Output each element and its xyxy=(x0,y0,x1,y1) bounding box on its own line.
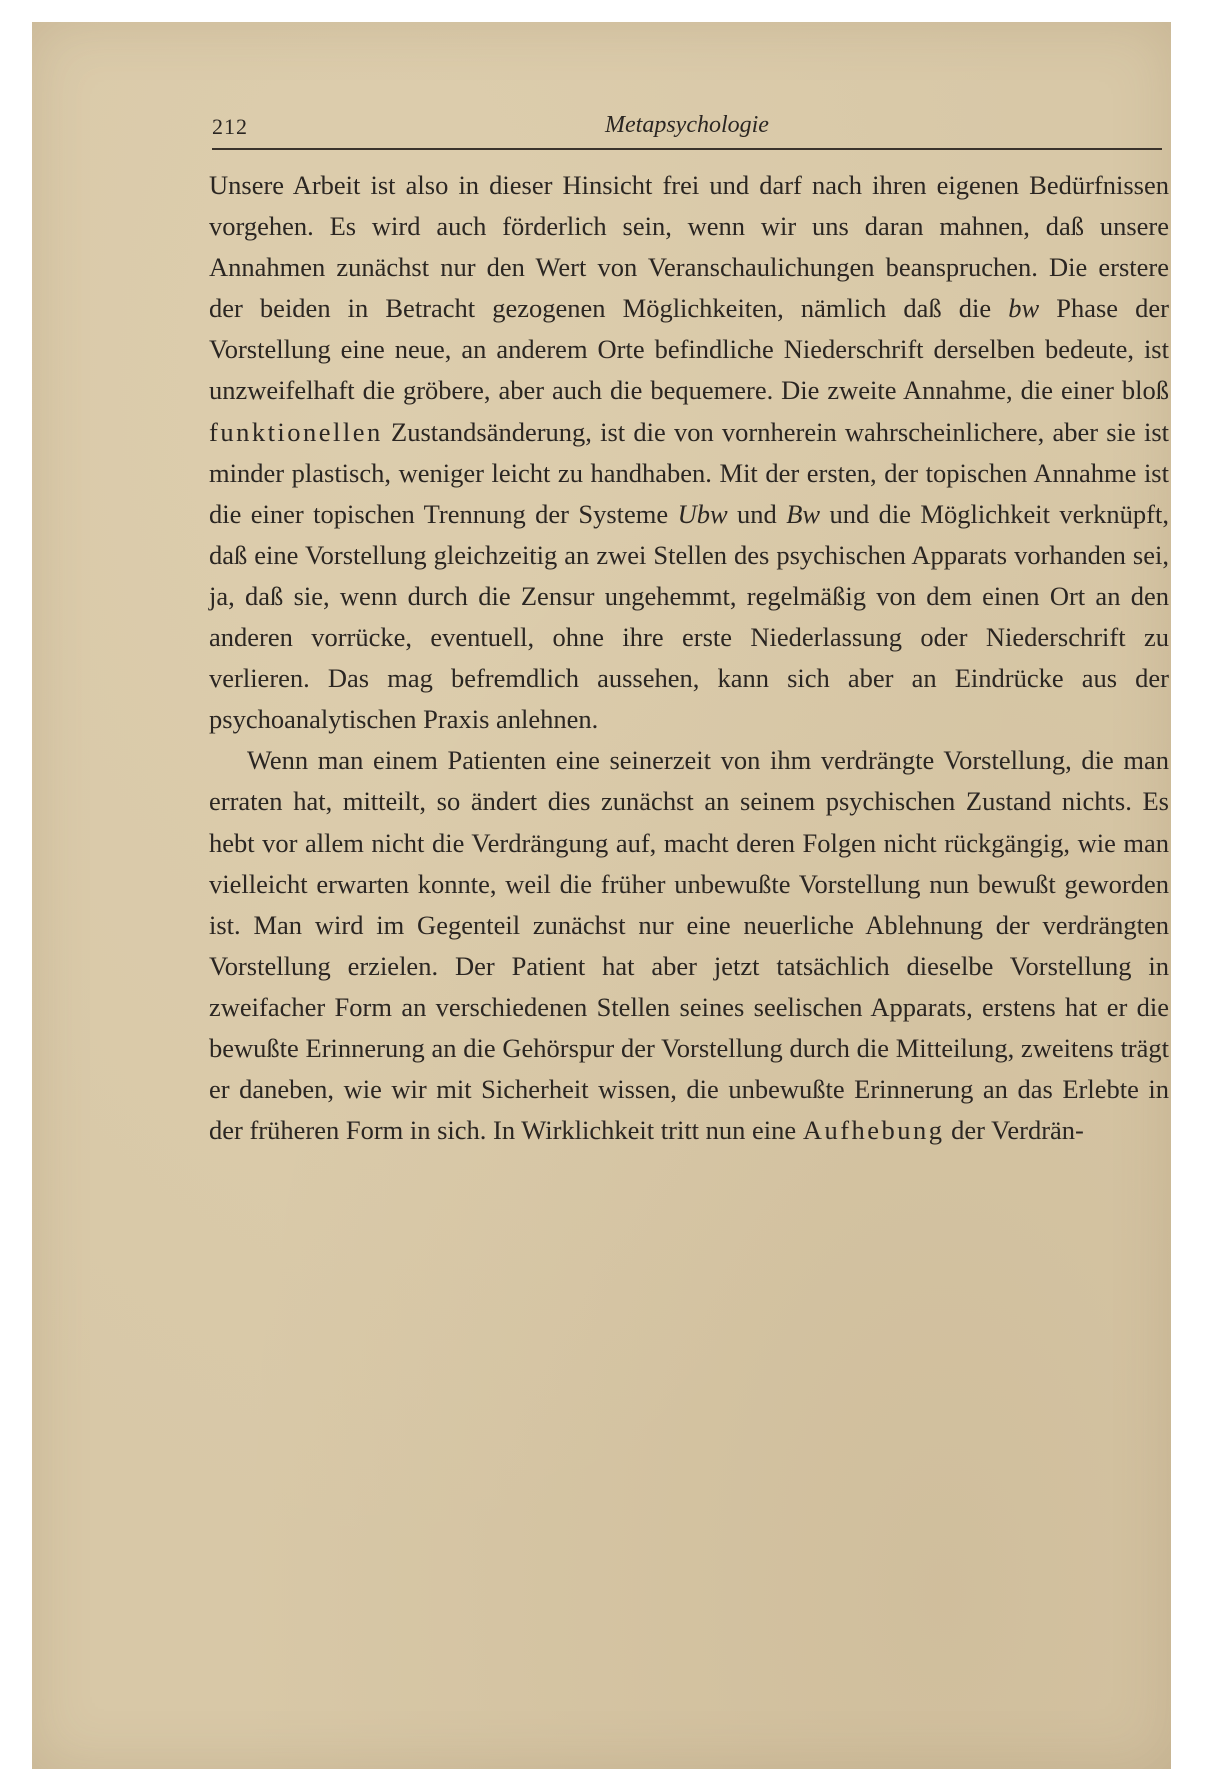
paragraph-2 xyxy=(209,740,1169,1151)
body-text xyxy=(209,165,1169,1151)
paragraph-1 xyxy=(209,165,1169,740)
text-run: Phase der Vorstellung eine neue, an anderem Orte befindliche Niederschrift derselben bedeute, ist unzweifelhaft die gröbere, aber auch die bequemere. Die zweite Annahme, die einer bloß xyxy=(209,293,1169,406)
text-run: und die Möglichkeit verknüpft, daß eine Vorstellung gleichzeitig an zwei Stellen des psychischen Apparats vorhanden sei, ja, daß sie, wenn durch die Zensur ungehemmt, regelmäßig von dem einen Ort an den anderen vorrücke, eventuell, ohne ihre erste Niederlassung oder Niederschrift zu verlieren. Das mag befremdlich aussehen, kann sich aber an Eindrücke aus der psychoanalytischen Praxis anlehnen. xyxy=(209,498,1169,735)
text-run: Wenn man einem Patienten eine seinerzeit von ihm verdrängte Vorstellung, die man erraten hat, mitteilt, so ändert dies zunächst an seinem psychischen Zustand nichts. Es hebt vor allem nicht die Verdrängung auf, macht deren Folgen nicht rückgängig, wie man vielleicht erwarten konnte, weil die früher unbewußte Vorstellung nun bewußt geworden ist. Man wird im Gegenteil zunächst nur eine neuerliche Ablehnung der verdrängten Vorstellung erzielen. Der Patient hat aber jetzt tatsächlich dieselbe Vorstellung in zweifacher Form an verschiedenen Stellen seines seelischen Apparats, erstens hat er die bewußte Erinnerung an die Gehörspur der Vorstellung durch die Mitteilung, zweitens trägt er daneben, wie wir mit Sicherheit wissen, die unbewußte Erinnerung an das Erlebte in der früheren Form in sich. In Wirklichkeit tritt nun eine xyxy=(209,745,1169,1146)
text-run: der Verdrän- xyxy=(944,1115,1084,1146)
text-run: und xyxy=(727,498,787,529)
book-page xyxy=(32,22,1171,1769)
running-title: Metapsychologie xyxy=(605,112,769,138)
italic-term: Ubw xyxy=(677,498,728,529)
emphasized-term: funktionellen xyxy=(209,416,383,447)
italic-term: Bw xyxy=(786,498,821,529)
running-head xyxy=(212,100,1162,144)
italic-term: bw xyxy=(1008,293,1040,324)
text-run: Zustandsänderung, ist die von vornherein wahrscheinlichere, aber sie ist minder plastisch, weniger leicht zu handhaben. Mit der ersten, der topischen Annahme ist die einer topischen Trennung der Systeme xyxy=(209,416,1169,529)
page-number: 212 xyxy=(212,114,248,139)
text-run: Unsere Arbeit ist also in dieser Hinsicht frei und darf nach ihren eigenen Bedürfnissen vorgehen. Es wird auch förderlich sein, wenn wir uns daran mahnen, daß unsere Annahmen zunächst nur den Wert von Veranschaulichungen beanspruchen. Die erstere der beiden in Betracht gezogenen Möglichkeiten, nämlich daß die xyxy=(209,170,1169,324)
header-rule xyxy=(212,148,1162,150)
emphasized-term: Aufhebung xyxy=(802,1115,945,1146)
